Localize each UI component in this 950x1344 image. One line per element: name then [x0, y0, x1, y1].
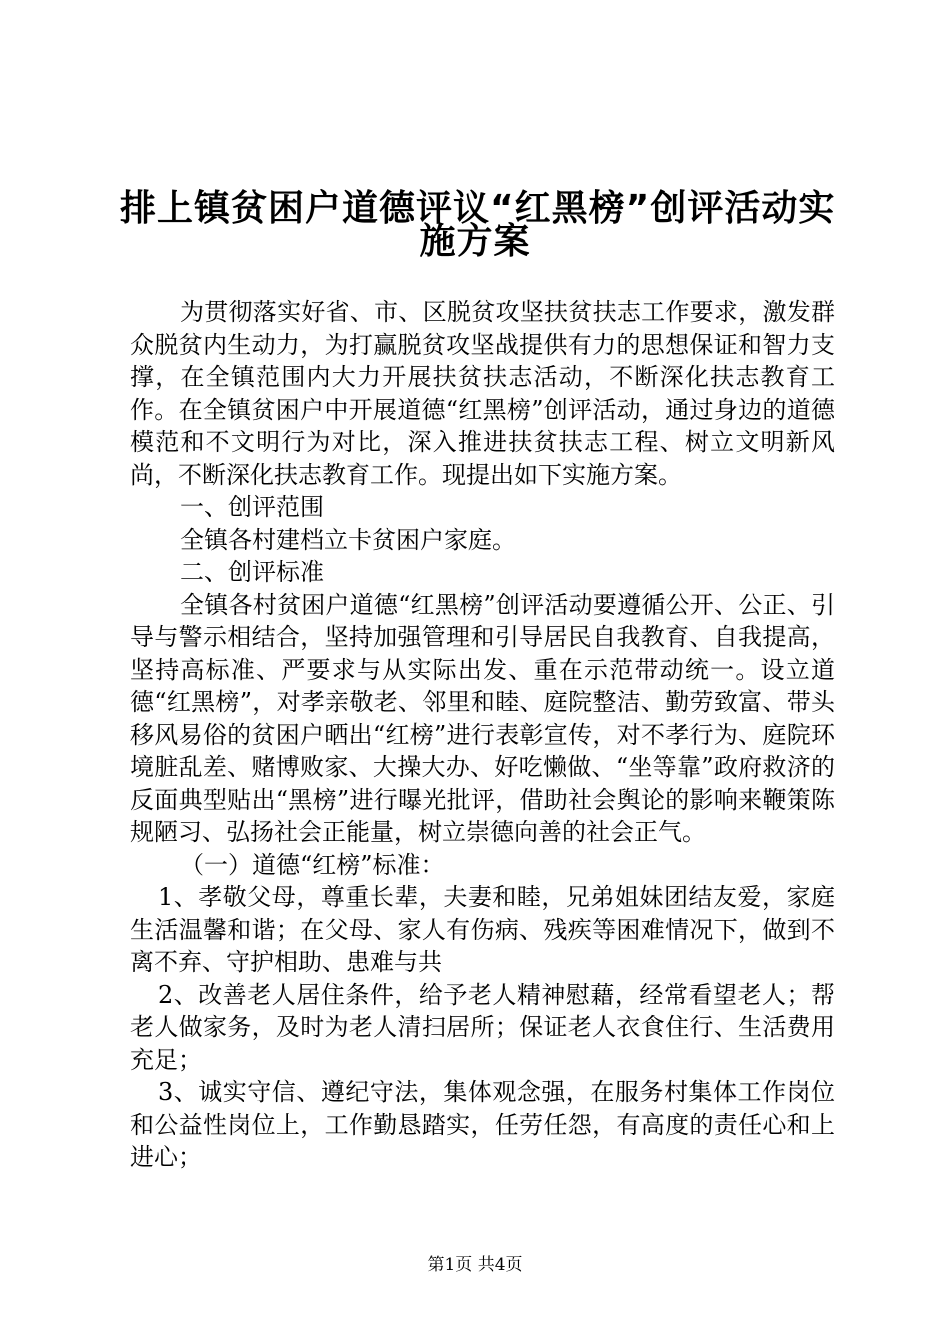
page-footer: 第1页 共4页 [427, 1255, 523, 1275]
subsection-heading-red-list: （一）道德“红榜”标准： [180, 850, 445, 879]
list-item: 2、改善老人居住条件，给予老人精神慰藉，经常看望老人；帮老人做家务，及时为老人清扫居所；保证老人衣食住行、生活费用充足； [130, 980, 835, 1074]
list-item: 1、孝敬父母，尊重长辈，夫妻和睦，兄弟姐妹团结友爱，家庭生活温馨和谐；在父母、家人有伤病、残疾等困难情况下，做到不离不弃、守护相助、患难与共 [130, 883, 835, 976]
scope-paragraph: 全镇各村建档立卡贫困户家庭。 [180, 525, 516, 554]
list-item: 3、诚实守信、遵纪守法，集体观念强，在服务村集体工作岗位和公益性岗位上，工作勤恳踏实，任劳任怨，有高度的责任心和上进心； [130, 1078, 835, 1171]
intro-paragraph: 为贯彻落实好省、市、区脱贫攻坚扶贫扶志工作要求，激发群众脱贫内生动力，为打赢脱贫攻坚战提供有力的思想保证和智力支撑，在全镇范围内大力开展扶贫扶志活动，不断深化扶志教育工作。在全镇贫困户中开展道德“红黑榜”创评活动，通过身边的道德模范和不文明行为对比，深入推进扶贫扶志工程、树立文明新风尚，不断深化扶志教育工作。现提出如下实施方案。 [130, 298, 835, 489]
section-heading-scope: 一、创评范围 [180, 493, 324, 521]
standards-paragraph: 全镇各村贫困户道德“红黑榜”创评活动要遵循公开、公正、引导与警示相结合，坚持加强管理和引导居民自我教育、自我提高，坚持高标准、严要求与从实际出发、重在示范带动统一。设立道德“红黑榜”，对孝亲敬老、邻里和睦、庭院整洁、勤劳致富、带头移风易俗的贫困户晒出“红榜”进行表彰宣传，对不孝行为、庭院环境脏乱差、赌博败家、大操大办、好吃懒做、“坐等靠”政府救济的反面典型贴出“黑榜”进行曝光批评，借助社会舆论的影响来鞭策陈规陋习、弘扬社会正能量，树立崇德向善的社会正气。 [130, 590, 835, 846]
document-title-line-2: 施方案 [419, 221, 531, 262]
document-title-line-1: 排上镇贫困户道德评议“红黑榜”创评活动实 [120, 188, 836, 229]
document-body [130, 296, 835, 1174]
section-heading-standards: 二、创评标准 [180, 558, 324, 586]
